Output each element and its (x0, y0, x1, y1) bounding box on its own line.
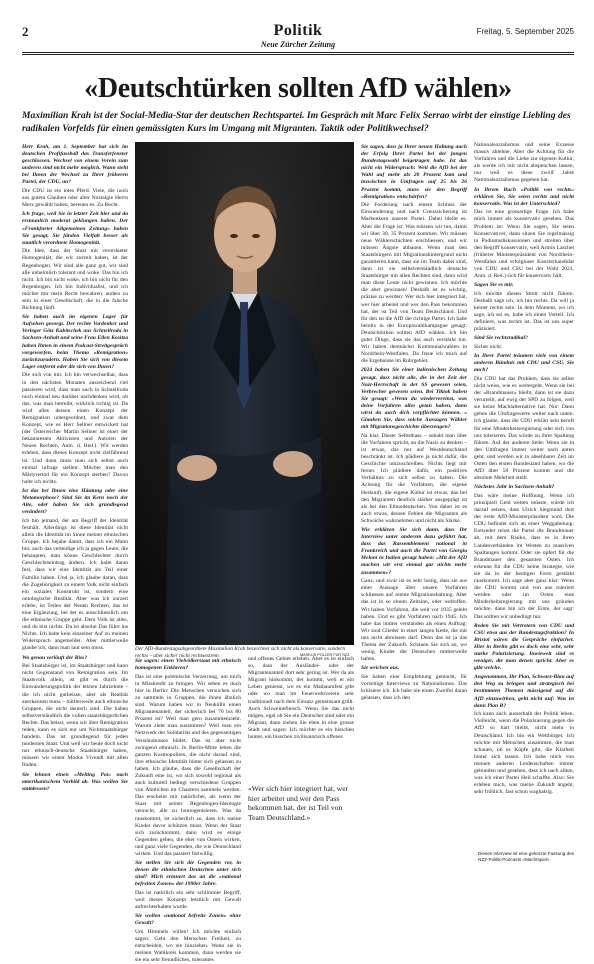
interview-question: Wo genau verläuft der Riss? (22, 654, 88, 661)
pull-quote: «Wer sich hier integriert hat, wer hier arbeitet und wer den Pass bekommen hat, der ist Teil von Team Deutschland.» (248, 784, 349, 822)
interview-answer: Das ist eine polemische Verzerrung, um mich in Misskredit zu bringen. Wir sehen es doch hier in Berlin: Die Menschen versuchen sich zu sammeln in Gruppen, die ihnen ähnlich sind. Warum haben wir in Neukölln einen Migrantenanteil, der sicherlich bei 70 bis 80 Prozent ist? Weil man gern zusammenzieht. Warum zieht man zusammen? Weil man ein Netzwerk der Solidarität und des gegenseitigen Verständnisses bildet. Das ist aber nicht zwingend ethnisch. In Berlin-Mitte leben die ganzen Kosmopoliten, die nicht darauf sind, ihre ethnische Identität hinter sich gelassen zu haben. Ich glaube, dass die Gesellschaft der Zukunft eine ist, wo sich sowohl regional als auch kulturell bedingt verschiedene Gruppen von Ähnlichen im Chaotern sammeln werden. Das erscheint mir natürlicher, als wenn der Staat mit seiner Regenbogen-Ideologie versucht, alle zu homogenisieren. Was da rauskommt, ist sicherlich so, dass ich meine Kinder davor schützen muss. Wenn der Staat sich zurücknimmt, dann wird es einige Gegenden geben, die eher von Ostern wirken, und ganz viele Gegenden, die wie Deutschland wirken. Und das passiert freiwillig. (135, 673, 241, 858)
interview-answer: Das ist natürlich ein sehr schlimmer Begriff, weil dieses Konzept letztlich mit Gewalt aufrechterhalten wurde. (135, 890, 241, 911)
interview-question: Sie haben auch im eigenen Lager für Aufsehen gesorgt. Der rechte Vordenker und Verleger Götz Kubitschek aus Schnellroda in Sachsen-Anhalt und seine Frau Ellen Kositza haben Ihnen in einem Podcast-Streitgespräch vorgeworfen, beim Thema «Remigration» zurückzurudern. Haben Sie sich von diesem Lager entfernt oder die sich von Ihnen? (22, 314, 128, 370)
interview-answer: Das wäre meine Hoffnung. Wenn ich prinzipiell Geld wetten müsste, würde ich darauf setzen, dass Ulrich Siegmund dort der erste AfD-Ministerpräsident wird. Die CDU befindet sich an einer Weggabelung: Entweder reisst die Partei die Brandmauer ab, mit dem Risiko, dass es in ihren Landesverbänden im Westen zu massiven Spaltungen kommt. Oder sie opfert für die Brandmauer den gesamten Osten. Ich erkenne für die CDU keine Strategie, wie sie da in der heutigen Form gestärkt rauskommt. Ich sage aber ganz klar: Wenn die CDU kommt und von uns toleriert werden oder im Osten eine Minderheitsregierung mit uns gründen möchte, dann bin ich der Erste, der sagt: Das sollten wir unbedingt tun. (474, 492, 574, 620)
interview-question: Nächstes Jahr in Sachsen-Anhalt? (474, 484, 555, 491)
interview-answer: Die sich von mir. Ich bin verwechselbar, dass in den nächsten Monaten ausreichend viel passieren wird, dass man auch in Schnellroda noch einmal neu darüber nachdenken wird, ob das, was man betreibt, wirklich richtig ist. Da wird alles dessen einen Konzept der Remigration untergeordnet, und zwar dem Konzept, wie es Herr Sellner entwickelt hat (der Österreicher Martin Sellner ist einer der bekanntesten Aktivisten und Autoren der Neuen Rechten, Anm. d. Red.). Wir werden erleben, dass dieses Konzept nicht zielführend ist. Und dann muss man sich selbst auch einmal infrage stellen: Möchte man den Märtyrertod für ein Konzept sterben? Davon halte ich nichts. (22, 372, 128, 485)
interview-answer: Ich kann auch ausserhalb der Politik leben. Vielleicht, wenn die Polarisierung gegen die AfD so hart bleibt, nicht mehr in Deutschland. Ich bin ein Weltbürger. Ich möchte mit Menschen zusammen, die man schauen, ob es Köpfe gibt, die Klarheit hinter sich lassen. Ich habe mich von meinen anderen Leidenschaften immer gebunden und gesehen, dass ich nach allem, was ich einer Partei Heil schaffte. Also: Sie erleben mich, was meine Zukunft angeht, sehr fröhlich, fast schon waghalsig. (474, 711, 574, 796)
interview-answer: Sicher nicht. (474, 344, 503, 351)
interview-answer: Die Forderung nach einem Schluss der Einwanderung und nach Grenzsicherung ist Markenkern unserer Partei. Dabei bleibt es. Aber die Frage ist: Was müssen wir tun, damit wir über 30, 35 Prozent kommen. Wir müssen neue Wählerschichten erschliessen, und wir müssen Ängste abbauen. Wenn man den Staatsbürgern mit Migrationshintergrund nicht garantieren kann, dass sie im Team dabei sind, dann ist sie selbstverständlich deutsche Staatsbürger mit allen Rechten sind, dann wird man diese Leute nicht gewinnen. Ich möchte die aber gewinnen! Deshalb ist es wichtig, präzise zu werden: Wer sich hier integriert hat, wer hier arbeitet und wer den Pass bekommen hat, der ist Teil von Team Deutschland. Und für den ist die AfD die richtige Partei. Ich habe bereits in der Europawahlkampagne gesagt: Deutschtürken sollten AfD wählen. Ich bin guter Dinge, dass sie das auch verstärkt tun. Wir haben demnächst Kommunalwahlen in Nordrhein-Westfalen. Da freue ich mich auf die Ergebnisse im Ruhrgebiet. (361, 202, 467, 365)
interview-question: Sie sagen, dass ja Ihrer neuen Haltung auch der Erfolg Ihrer Partei bei der jungen Bundestagswahl beigetragen habe. Ist das nicht ein Widerspruch: Weil die AfD bei der Wahl auf mehr als 20 Prozent kam und inzwischen in Umfragen auf 25 bis 26 Prozent kommt, muss sie den Begriff «Remigration» entschärfen? (361, 144, 467, 200)
interview-question: Sie wollen «national befreite Zonen» ohne Gewalt? (135, 913, 241, 927)
interview-question: Ist das bei Ihnen eine Häutung oder eine Metamorphose? Sind Sie im Kern noch der Alte, oder haben Sie sich grundlegend verändert? (22, 487, 128, 516)
interview-answer: Nationalsozialismus und seine Exzesse massiv ablehne. Aber die Achtung für die Vorfahren und die Liebe zur eigenen Kultur, als werde ich mir nicht abspenchen lassen, nur weil es diese zwölf Jahre Nationalsozialismus gegeben hat. (474, 142, 574, 184)
interview-answer: Na klar. Dieser Selbsthass – sobald man über die Vorfahren spricht, an die Nazis zu denken – ist etwas, das nur auf Westdeutschland beschränkt ist. Ich plädiere ja nicht dafür, die Geschichte umzuschreiben. Nichts liegt mir ferner. Ich plädiere dafür, ein positives Verhältnis zu sich selbst zu haben. Die Achtung für die Vorfahren, die eigene Herkunft, die eigene Kultur ist etwas, das bei den Migranten deutlich stärker ausgeprägt ist als bei den Ethnodeutschen. Von daher ist es auch etwas, dessen Fehlen die Migranten als Schwäche wahrnehmen und nicht als Stärke. (361, 432, 467, 524)
photo-credit: MARKUS POLLER FÜR NZZ (300, 653, 350, 657)
interview-answer: Die CDU ist ein totes Pferd. Viele, die noch aus gutem Glauben oder alter Nostalgie Herrn Merz gewählt haben, bereuen es. Zu Recht. (22, 188, 128, 209)
interview-answer: Ich bin jemand, der am Begriff der Identität festhält. Allerdings ist diese Identität nicht allein die Identität im Sinne meiner ethnischen Gruppe. Ich bejahe damit, dass ich ein Mann bin; auch das verteidige ich ja gegen Leute, die behaupten, man könne Geschlechter durch Geschlechtseintrag ändern. Ich halte daran fest, dass wir eine Identität als Teil einer Familie haben. Und ja, ich glaube daran, dass die Zugehörigkeit zu einem Volk nicht einfach ein soziales Konstrukt ist, sondern eine ontologische Realität. Aber was ich zurzeit erlebe, ist Teilen der Neuen Rechten, das ist eine Ergänzung, bei der es ausschliesslich um die ethnische Gruppe geht. Dem Volk ist alles, und du bist nichts. Da ist absolut Das führt ins Nichts. Ich halte kein einzelner Auf zu meinen Widerspruch angemeldet. Aber mittlerweile glaube ich, dann man laut sein muss. (22, 517, 128, 652)
article-deck: Maximilian Krah ist der Social-Media-Star der deutschen Rechtspartei. Im Gespräch mit Marc Felix Serrao wirbt der einstige Liebling des radikalen Vorfelds für einen gemässigten Kurs im Umgang mit Migranten. Taktik oder Politikwechsel? (22, 110, 571, 134)
interview-question: Herr Krah, am 1. September hat sich im deutschen Profifussball das Transferfenster geschlossen. Wechsel von einem Verein zum anderen sind nicht mehr möglich. Wann steht bei Ihnen der Wechsel zu Ihrer früheren Partei, der CDU, an? (22, 144, 128, 186)
interview-question: Sie sagen: einen Vielvölkerstaat mit ethnisch homogenen Enklaven? (135, 658, 241, 672)
newspaper-name: Neue Zürcher Zeitung (260, 40, 336, 49)
article-headline: «Deutschtürken sollten AfD wählen» (84, 73, 512, 104)
interview-question: Ich frage, weil Sie in letzter Zeit hier und da erstaunlich moderat geklungen haben. Der «Frankfurter Allgemeinen Zeitung» haben Sie gesagt, Sie fänden Vielfalt besser als staatlich verordnete Homogenität. (22, 211, 128, 246)
portrait-photo (135, 142, 354, 645)
interview-question: Angenommen, Ihr Plan, Schwarz-Blau auf den Weg zu bringen und strategisch bei bestimmten Themen mässigend auf die AfD einzuwirken, geht nicht auf: Was ist dann Plan B? (474, 674, 574, 709)
section-title: Politik (273, 22, 323, 39)
interview-question: In Ihrer Partei träumen viele von einem anderen Bündnis mit CDU und CSU. Sie auch? (474, 353, 574, 374)
interview-answer: Das ist eine grossartige Frage. Ich habe mich immer als konservativ gesehen. Das Problem ist: Wenn Sie sagen, Sie seien Konservativer, dann sitzen Sie regelmässig in Podiumsdiskussionen und streiten über den Begriff konservativ, weil Armin Laschet (früherer Ministerpräsident von Nordrhein-Westfalen und erfolgloser Kanzlerkandidat von CDU und CSU bei der Wahl 2021, Anm. d. Red.) sich für konservativ hält. (474, 209, 574, 280)
column-1 (22, 142, 128, 847)
interview-answer: Bei Staatsbürger ist, im Staatsbürger und kann nicht Gegenstand von Remigration sein. Im Staatsvolk allein, ist gibt es durch die Einwanderungspolitik der letzten Jahrzehnte – die ich nicht gutheisse, aber als Realität anerkennen muss – mittlerweile auch ethnische Gruppen, die nicht deutsch sind. Die haben selbstverständlich die vollen staatsbürgerlichen Rechte. Das heisst, wenn wir über Remigration reden, kann es sich nur um Nichtstaatsbürger handeln. Das ist grundlegend für jeden modernen Staat. Und weil wir heute doch nicht nur ethnisch-deutsche Staatsbürger haben, müssen wir einen Modus Vivendi mit allen finden. (22, 663, 128, 769)
interview-answer: Ganz, und zwar ist es sehr lustig, dass sie aus einer Aussage über unsere Vorfahren schliessen auf meine Migrationshaltung. Aber das ist in so einem Zeitsinn, oder weltoffen. Wir haben Vorfahren, die weit vor 1935 gelebt haben. Und es gibt Vorfahren nach 1945. Ich habe das immer verstanden als einen Auftrag: Wir sind Glieder in einer langen Kette, die mit uns nicht abreissen darf. Denn das ist ja das Thema der Zukunft. Schauen Sie sich an, wo wenig Kinder die Deutschen mittlerweile haben. (361, 578, 467, 663)
column-5 (474, 142, 574, 852)
interview-answer: und offenes Gebiet erleben. Aber es ist einfach so, dass der Ausländer- oder der Migrantenanteil dort sehr gering ist. Wer da als Migrant hinkommt, der kommt, weil er ein Leben geniesst, wo es ein Maibaumfest gibt oder wo man im Feuerwehrverein sehr traditionell nach dem Einsatz gemeinsam grillt. Auch Schweinefleisch. Wenn Sie das nicht mögen, egal ob Sie ein Deutscher sind oder ein Migrant, dann ziehen Sie eben in eine grosse Stadt und sagen: Ich möchte es ein bisschen bunter, ein bisschen zivilisatorisch offener. (248, 656, 354, 741)
page-number: 2 (22, 24, 29, 39)
podcast-footnote: Dieses Interview ist eine gekürzte Fassung des NZZ-Politik-Podcasts «Machtspiel». (478, 851, 575, 862)
interview-question: 2024 haben Sie einer italienischen Zeitung gesagt, dass nicht alle, die in der Zeit der Nazi-Herrschaft in der SS gewesen seien, Verbrecher gewesen seien. Bei Tiktok haben Sie gesagt: «Wenn du wiedervereinst, was deine Vorfahren alles getan haben, dann wirst du auch dich verpflichtet können. » Glauben Sie, dass solche Aussagen Wähler mit Migrationsgeschichte überzeugen? (361, 367, 467, 431)
photo-caption: Der AfD-Bundestagsabgeordnete Maximilian Krah bezeichnet sich nicht als konservativ, sondern rechts – aber sicher nicht rechtsextrem. (135, 646, 346, 659)
column-4 (361, 142, 467, 847)
portrait-illustration (135, 142, 354, 645)
masthead (22, 22, 574, 50)
newspaper-page (22, 0, 575, 964)
interview-question: Sie stellen Sie sich die Gegenden vor, in denen die ethnischen Deutschen unter sich sind? Mich erinnert das an die «national befreiten Zonen» der 1990er Jahre. (135, 860, 241, 888)
interview-question: Sind Sie rechtsradikal? (474, 335, 528, 342)
interview-question: Wie erklären Sie sich dann, dass Ihr Interview unter anderem dazu geführt hat, dass das Rassemblement national in Frankreich und auch die Partei von Giorgia Meloni in Italien gesagt haben: «Mit der AfD machen wir erst einmal gar nichts mehr zusammen»? (361, 526, 467, 576)
interview-answer: Sie haben eine Empfehlung gemacht, für vorzeitige Interviews zu Nationalismus. Das kritisiere ich. Ich habe nie einen Zweifel daran gelassen, dass ich den (361, 673, 467, 702)
interview-question: Sie lehnen einen «Melting Pot» nach amerikanischem Vorbild ab. Was wollen Sie stattdessen? (22, 771, 128, 792)
column-2 (135, 656, 241, 964)
interview-answer: Um Himmels willen! Ich möchte einfach sagen: Geht den Menschen Freiheit, zu entscheiden, wo sie hinziehen. Wenn sie in meinen Wahlkreis kommen, dann werden sie sie ein sehr freundliches, tolerantes (135, 928, 241, 964)
issue-date: Freitag, 5. September 2025 (476, 27, 574, 36)
interview-question: Sagen Sie es mir. (474, 282, 514, 289)
interview-answer: Ich möchte diesen Streit nicht führen. Deshalb sage ich, ich bin rechts. Da will ja keiner rechts sein. In dem Moment, wo ich sage, ich sei es, habe ich einen Vorteil: Ich definiere, was rechts ist. Das ist uns super präzisiert. (474, 290, 574, 333)
interview-answer: Die Idee, dass der Staat mit verordneter Homogenität, die wir zurzeit haben, ist der Regenbogen. Wir sind alle ganz gut, wir sind alle unheimlich tolerant und woke. Das bin ich nicht. Ich bin nicht woke, ich bin nicht für den Regenbogen. Ich bin Individualist, und ich möchte mir mein Recht bewahren, anders zu sein in einer Gesellschaft, die in die falsche Richtung läuft. (22, 248, 128, 312)
masthead-rule (22, 52, 574, 53)
interview-question: In Ihrem Buch «Politik von rechts» erklären Sie, Sie seien rechts und nicht konservativ. Was ist der Unterschied? (474, 186, 574, 207)
interview-question: Sie weichen aus. (361, 665, 400, 672)
interview-answer: Die CDU hat das Problem, dass sie selbst nicht weiss, wie es weitergeht. Wenn sie bei der «Brandmauer» bleibt, dann ist sie dazu verurteilt, auf ewig der SPD zu folgen, weil sie keine Machtalternative hat. Nur: Dann gehen die Umfragewerte weiter nach unten. Ich glaube, dass die CDU erklärt sein beruft für eine Minderheitsregierung oder sich von uns tolerieren. Das würde zu ihrer Spaltung führen. Auf der anderen Seite: Wenn sie in den Umfragen immer weiter nach unten geht, und werden wir in absehbarer Zeit im Osten den ersten Bundesland haben, wo die AfD über 50 Prozent kommt und die absolute Mehrheit stellt. (474, 375, 574, 482)
masthead-rule-thin (22, 54, 574, 55)
interview-question: Reden Sie mit Vertretern von CDU und CSU etwa aus der Bundestagsfraktion? In Bristol wären die Gespräche einfacher. Hier in Berlin gibt es doch eine sehr, sehr starke Polarisierung. Inwieweit sind es weniger, die man denen spricht. Aber es gibt welche. (474, 622, 574, 672)
